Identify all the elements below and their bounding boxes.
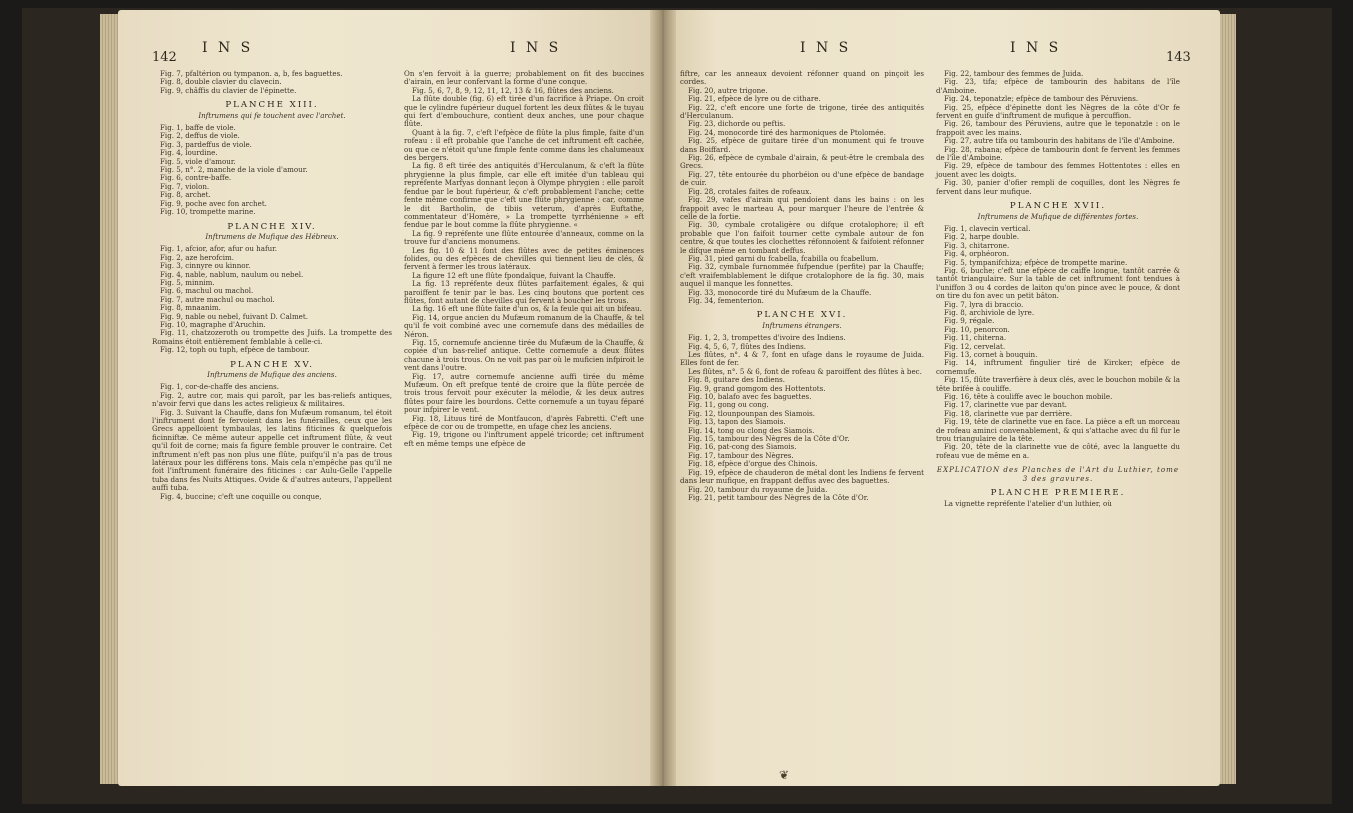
paragraph: Fig. 28, rabana; efpèce de tambourin dont fe fervent les femmes de l'île d'Amboine. — [936, 144, 1180, 163]
paragraph: Fig. 30, panier d'ofier rempli de coquilles, dont les Nègres fe fervent dans leur mufique. — [936, 178, 1180, 196]
page-edges-right — [1220, 14, 1236, 784]
paragraph: Fig. 2, autre cor, mais qui paroît, par les bas-reliefs antiques, n'avoir fervi que dans les actes religieux & militaires. — [152, 390, 392, 409]
paragraph: Fig. 18, clarinette vue par derrière. — [944, 408, 1073, 418]
paragraph: Fig. 16, tête à couliffe avec le bouchon mobile. — [944, 392, 1113, 402]
paragraph: Fig. 10, penorcon. — [944, 324, 1010, 334]
running-head: I N S — [800, 40, 852, 56]
paragraph: Les flûtes, n°. 5 & 6, font de rofeau & paroiffent des flûtes à bec. — [688, 366, 922, 376]
paragraph: Fig. 8, archiviole de lyre. — [944, 307, 1035, 317]
paragraph: Fig. 9, régale. — [944, 316, 995, 326]
paragraph: Fig. 7, pfaltérion ou tympanon. a, b, fes baguettes. — [160, 69, 343, 78]
paragraph: Fig. 18, efpèce d'orgue des Chinois. — [688, 459, 818, 469]
paragraph: Fig. 29, efpèce de tambour des femmes Hottentotes : elles en jouent avec les doigts. — [936, 161, 1180, 179]
paragraph: Fig. 13, cornet à bouquin. — [944, 350, 1038, 359]
paragraph: Fig. 5, 6, 7, 8, 9, 12, 11, 12, 13 & 16, flûtes des anciens. — [412, 85, 614, 95]
paragraph: Fig. 14, inftrument fingulier tiré de Kircker; efpèce de cornemufe. — [936, 358, 1180, 376]
paragraph: Fig. 10, magraphe d'Aruchin. — [160, 319, 266, 329]
paragraph: Fig. 6, contre-baffe. — [160, 173, 232, 183]
paragraph: Fig. 4, nable, nablum, naulum ou nebel. — [160, 269, 304, 279]
paragraph: Fig. 32, cymbale furnommée fufpendue (perfite) par la Chauffe; c'eft vraifemblablement le difque crotalophore de la fig. 30, mais auquel il manque les fonnettes. — [680, 262, 924, 289]
plate-heading: PLANCHE XVI. — [756, 310, 848, 321]
paragraph: Fig. 14, tong ou clong des Siamois. — [688, 425, 815, 435]
paragraph: La fig. 13 repréfente deux flûtes parfaitement égales, & qui paroiffent fe tenir par le bas. Les cinq boutons que portent ces flûtes, font autant de chevilles qui fervent à boucher les trous. — [404, 279, 644, 305]
paragraph: Fig. 8, mnaanim. — [160, 303, 221, 313]
left-page — [118, 10, 663, 786]
paragraph: Fig. 3, chitarrone. — [944, 240, 1010, 250]
paragraph: Fig. 15, flûte traverfière à deux clés, avec le bouchon mobile & la tête brifée à couliffe. — [936, 375, 1180, 393]
plate-subtitle: Inftrumens de Mufique des Hébreux. — [205, 231, 339, 241]
text-column-right-1 — [680, 70, 924, 502]
paragraph: Fig. 12, cervelat. — [944, 341, 1006, 351]
page-edges-left — [100, 14, 118, 784]
paragraph: EXPLICATION des Planches de l'Art du Luthier, tome 3 des gravures. — [936, 465, 1180, 483]
paragraph: La flûte double (fig. 6) eft tirée d'un facrifice à Priape. On croit que le cylindre fupérieur duquel fortent les deux flûtes & le tuyau qui fert d'embouchure, contient deux anches, une pour chaque flûte. — [404, 94, 644, 129]
paragraph: Fig. 15, tambour des Nègres de la Côte d'Or. — [688, 434, 850, 444]
paragraph: Fig. 8, archet. — [160, 190, 211, 200]
paragraph: Fig. 7, lyra di braccio. — [944, 299, 1024, 309]
text-column-right-2 — [936, 70, 1180, 508]
paragraph: Fig. 4, buccine; c'eft une coquille ou conque, — [160, 491, 322, 501]
paragraph: Fig. 5, tympanifchiza; efpèce de trompette marine. — [944, 257, 1128, 267]
paragraph: Fig. 2, harpe double. — [944, 232, 1020, 242]
paragraph: Fig. 3. Suivant la Chauffe, dans fon Mufæum romanum, tel étoit l'inftrument dont fe fervoient dans les funérailles, ceux que les Grecs appelloient tymbaulas, les latins fiticines & quelquefois ficinniftæ. Ce même auteur appelle cet inftrument flûte, & veut qu'il foit de corne; mais fa figure femble prouver le contraire. Cet inftrument n'eft pas non plus une flûte, puifqu'il n'a pas de trous latéraux pour les différens tons. Mais cela n'empêche pas qu'il ne foit l'inftrument funéraire des fiticines : car Aulu-Gelle l'appelle tuba dans fes Nuits Attiques. Ovide & d'autres auteurs, l'appellent auffi tuba. — [152, 407, 392, 493]
paragraph: Fig. 25, efpèce de guitare tirée d'un monument qui fe trouve dans Boiffard. — [680, 136, 924, 154]
running-head: I N S — [510, 40, 562, 56]
paragraph: Fig. 31, pied garni du fcabella, fcabilla ou fcabellum. — [688, 253, 879, 263]
plate-heading: PLANCHE PREMIERE. — [990, 488, 1126, 499]
paragraph: On s'en fervoit à la guerre; probablement on fit des buccines d'airain, en leur confervant la forme d'une conque. — [404, 69, 644, 87]
paragraph: Fig. 11, chatzozeroth ou trompette des Juifs. La trompette des Romains étoit entièrement femblable à celle-ci. — [152, 328, 392, 346]
paragraph: Fig. 26, efpèce de cymbale d'airain, & peut-être le crembala des Grecs. — [680, 153, 924, 171]
paragraph: Fig. 6, machul ou machol. — [160, 286, 254, 296]
paragraph: Fig. 27, autre tifa ou tambourin des habitans de l'île d'Amboine. — [944, 136, 1175, 146]
paragraph: Les fig. 10 & 11 font des flûtes avec de petites éminences folides, ou des efpèces de chevilles qui tiennent lieu de clés, & fervent à fermer les trous latéraux. — [404, 245, 644, 272]
paragraph: La fig. 16 eft une flûte faite d'un os, & la feule qui ait un bifeau. — [412, 304, 642, 314]
paragraph: Les flûtes, n°. 4 & 7, font en ufage dans le royaume de Juida. Elles font de fer. — [680, 350, 924, 368]
right-page — [660, 10, 1220, 786]
paragraph: Fig. 7, violon. — [160, 181, 210, 191]
paragraph: Fig. 1, afcior, afor, afur ou hafur. — [160, 244, 278, 254]
paragraph: Fig. 1, clavecin vertical. — [944, 223, 1031, 233]
paragraph: Fig. 10, trompette marine. — [160, 207, 256, 217]
ornament-icon: ❦ — [779, 768, 790, 782]
text-column-left-1 — [152, 70, 392, 501]
paragraph: Fig. 24, teponatzle; efpèce de tambour des Péruviens. — [944, 94, 1139, 104]
paragraph: Fig. 11, chiterna. — [944, 333, 1007, 343]
paragraph: Fig. 14, orgue ancien du Mufæum romanum de la Chauffe, & tel qu'il fe voit combiné avec une cornemufe dans des médailles de Néron. — [404, 312, 645, 339]
paragraph: Fig. 1, baffe de viole. — [160, 123, 236, 133]
paragraph: Fig. 26, tambour des Péruviens, autre que le teponatzle : on le frappoit avec les mains. — [936, 119, 1180, 137]
paragraph: Quant à la fig. 7, c'eft l'efpèce de flûte la plus fimple, faite d'un rofeau : il eft probable que l'anche de cet inftrument eft cachée, ou que ce n'étoit qu'une fimple fente comme dans les chalumeaux des bergers. — [404, 127, 644, 163]
paragraph: Fig. 19, trigone ou l'inftrument appelé tricorde; cet inftrument eft en même temps une efpèce de — [404, 430, 644, 448]
paragraph: Fig. 23, tifa; efpèce de tambourin des habitans de l'île d'Amboine. — [936, 77, 1180, 95]
paragraph: Fig. 29, vafes d'airain qui pendoient dans les bains : on les frappoit avec le marteau A, pour marquer l'heure de l'entrée & celle de la fortie. — [680, 195, 924, 221]
paragraph: Fig. 3, pardeffus de viole. — [160, 139, 252, 149]
paragraph: Fig. 20, autre trigone. — [688, 85, 768, 95]
book-gutter — [650, 10, 676, 786]
paragraph: Fig. 27, tête entourée du phorbéion ou d'une efpèce de bandage de cuir. — [680, 169, 924, 188]
paragraph: Fig. 2, deffus de viole. — [160, 131, 240, 141]
running-head: I N S — [202, 40, 254, 56]
paragraph: Fig. 16, pat-cong des Siamois. — [688, 442, 797, 452]
paragraph: Fig. 10, balafo avec fes baguettes. — [688, 392, 812, 402]
paragraph: Fig. 15, cornemufe ancienne tirée du Mufæum de la Chauffe, & copiée d'un bas-relief antique. Cette cornemufe a deux flûtes chacune à trois trous. On ne voit pas par où le muficien infpiroit le vent dans l'outre. — [404, 338, 645, 373]
paragraph: La fig. 8 eft tirée des antiquités d'Herculanum, & c'eft la flûte phrygienne la plus fimple, car elle eft imitée d'un tableau qui repréfente Marfyas donnant leçon à Olympe phrygien : elle paroît fendue par le bout fupérieur, & c'eft probablement l'anche; cette fente même confirme que c'eft une flûte phrygienne : car, comme le dit Bartholin, de tibiis veterum, d'après Euftathe, commentateur d'Homère, » La trompette tyrrhénienne » eft fendue par le bout comme la flûte phrygienne. « — [404, 161, 644, 230]
paragraph: Fig. 9, poche avec fon archet. — [160, 198, 267, 208]
paragraph: Fig. 4, 5, 6, 7, flûtes des Indiens. — [688, 341, 807, 351]
page-number-left: 142 — [152, 50, 177, 65]
paragraph: Fig. 24, monocorde tiré des harmoniques de Ptolomée. — [688, 127, 886, 137]
paragraph: Fig. 20, tambour du royaume de Juida. — [688, 484, 828, 494]
paragraph: Fig. 19, efpèce de chauderon de métal dont les Indiens fe fervent dans leur mufique, en frappant deffus avec des baguettes. — [680, 467, 924, 486]
paragraph: Fig. 9, grand gomgom des Hottentots. — [688, 383, 826, 393]
plate-subtitle: Inftrumens étrangers. — [762, 320, 842, 330]
paragraph: Fig. 9, nable ou nebel, fuivant D. Calmet. — [160, 311, 308, 321]
plate-heading: PLANCHE XIV. — [227, 221, 317, 232]
paragraph: Fig. 25, efpèce d'épinette dont les Nègres de la côte d'Or fe fervent en guife d'inftrument de mufique à percuffion. — [936, 102, 1180, 121]
paragraph: Fig. 8, guitare des Indiens. — [688, 375, 786, 385]
paragraph: Fig. 22, tambour des femmes de Juida. — [944, 69, 1084, 78]
paragraph: Fig. 12, toph ou tuph, efpèce de tambour. — [160, 345, 310, 355]
plate-subtitle: Inftrumens qui fe touchent avec l'archet. — [198, 110, 346, 120]
paragraph: Fig. 5, viole d'amour. — [160, 156, 236, 166]
paragraph: Fig. 1, 2, 3, trompettes d'ivoire des Indiens. — [688, 333, 846, 343]
paragraph: Fig. 11, gong ou cong. — [688, 400, 769, 410]
paragraph: Fig. 17, tambour des Nègres. — [688, 450, 794, 460]
paragraph: Fig. 2, aze herofcim. — [160, 252, 234, 262]
paragraph: La figure 12 eft une flûte fpondaïque, fuivant la Chauffe. — [412, 270, 616, 280]
paragraph: Fig. 17, clarinette vue par devant. — [944, 400, 1067, 410]
paragraph: La fig. 9 repréfente une flûte entourée d'anneaux, comme on la trouve fur d'anciens monumens. — [404, 228, 644, 247]
page-number-right: 143 — [1166, 50, 1191, 65]
paragraph: Fig. 9, châffis du clavier de l'épinette. — [160, 85, 297, 95]
paragraph: Fig. 7, autre machul ou machol. — [160, 294, 275, 304]
paragraph: Fig. 28, crotales faites de rofeaux. — [688, 186, 812, 196]
paragraph: Fig. 20, tête de la clarinette vue de côté, avec la languette du rofeau vue de même en a. — [936, 442, 1180, 460]
paragraph: Fig. 4, orphéoron. — [944, 249, 1009, 259]
paragraph: Fig. 33, monocorde tiré du Mufæum de la Chauffe. — [688, 287, 872, 297]
plate-subtitle: Inftrumens de Mufique de différentes fortes. — [977, 211, 1139, 221]
paragraph: Fig. 17, autre cornemufe ancienne auffi tirée du même Mufæum. On eft prefque tenté de croire que la flûte percée de trois trous fervoit pour exécuter la mélodie, & les deux autres flûtes pour faire les bourdons. Cette cornemufe a un tuyau féparé pour infpirer le vent. — [404, 371, 644, 415]
paragraph: Fig. 8, double clavier du clavecin. — [160, 77, 282, 87]
plate-heading: PLANCHE XV. — [230, 359, 314, 370]
paragraph: fiftre, car les anneaux devoient réfonner quand on pinçoit les cordes. — [680, 69, 924, 87]
paragraph: Fig. 5, minnim. — [160, 277, 215, 287]
paragraph: Fig. 18, Lituus tiré de Montfaucon, d'après Fabretti. C'eft une efpèce de cor ou de trompette, en ufage chez les anciens. — [404, 413, 644, 432]
paragraph: Fig. 5, n°. 2, manche de la viole d'amour. — [160, 165, 308, 175]
paragraph: Fig. 13, tapon des Siamois. — [688, 417, 786, 427]
paragraph: Fig. 1, cor-de-chaffe des anciens. — [160, 382, 280, 392]
paragraph: Fig. 34, fementerion. — [688, 295, 764, 305]
paragraph: Fig. 22, c'eft encore une forte de trigone, tirée des antiquités d'Herculanum. — [680, 102, 924, 121]
text-column-left-2 — [404, 70, 644, 448]
running-head: I N S — [1010, 40, 1062, 56]
paragraph: Fig. 21, efpèce de lyre ou de cithare. — [688, 94, 821, 104]
paragraph: Fig. 23, dichorde ou peftis. — [688, 119, 786, 129]
paragraph: Fig. 6, buche; c'eft une efpèce de caiffe longue, tantôt carrée & tantôt triangulaire. Sur la table de cet inftrument font tendues à l'uniffon 3 ou 4 cordes de laiton qu'on pince avec le pouce, & dont on tire du fon avec un petit bâton. — [936, 265, 1180, 301]
paragraph: La vignette repréfente l'atelier d'un luthier, où — [944, 498, 1112, 508]
paragraph: Fig. 19, tête de clarinette vue en face. La pièce a eft un morceau de rofeau aminci convenablement, & qui s'attache avec du fil fur le trou triangulaire de la tête. — [936, 417, 1180, 444]
paragraph: Fig. 12, tlounpounpan des Siamois. — [688, 408, 816, 418]
paragraph: Fig. 21, petit tambour des Nègres de la Côte d'Or. — [688, 492, 869, 502]
paragraph: Fig. 30, cymbale crotaligère ou difque crotalophore; il eft probable que l'on faifoit tourner cette cymbale autour de fon centre, & que toutes les clochettes réfonnoient & faifoient réfonner le difque même en tombant deffus. — [680, 220, 924, 255]
paragraph: Fig. 4, lourdine. — [160, 148, 218, 158]
plate-heading: PLANCHE XIII. — [225, 100, 319, 111]
plate-subtitle: Inftrumens de Mufique des anciens. — [207, 370, 337, 379]
plate-heading: PLANCHE XVII. — [1009, 201, 1107, 212]
paragraph: Fig. 3, cinnyre ou kinnor. — [160, 261, 251, 271]
